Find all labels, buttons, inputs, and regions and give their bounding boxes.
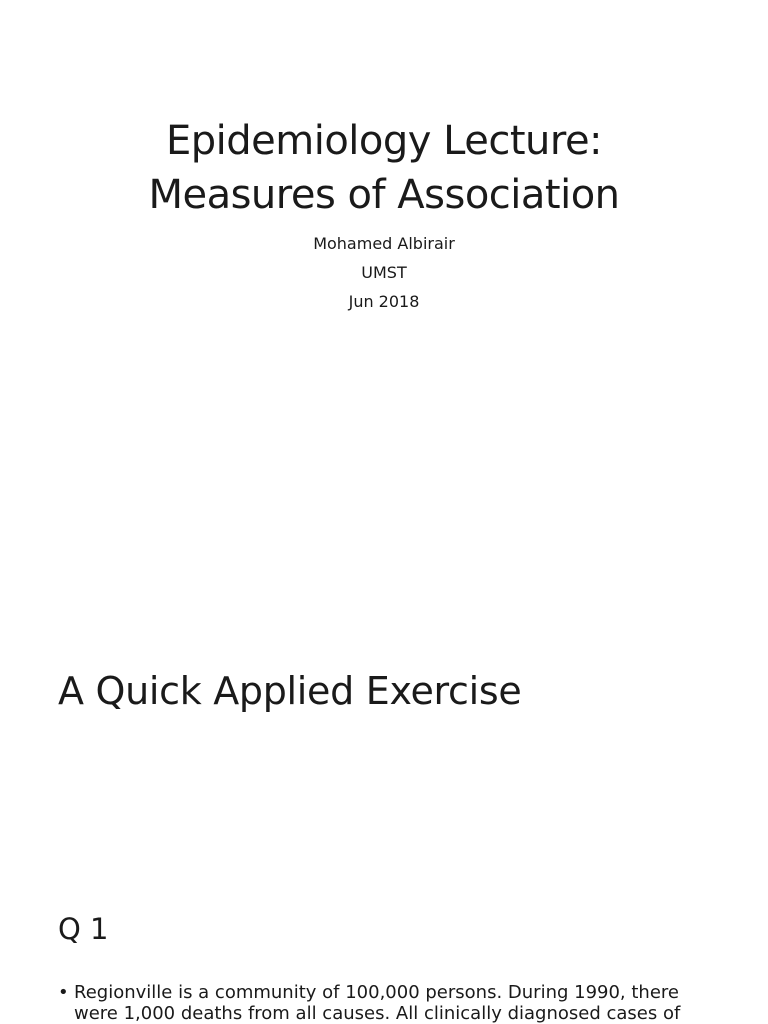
lecture-date: Jun 2018 (348, 292, 420, 311)
bullet-text-line-1: Regionville is a community of 100,000 persons. During 1990, there (74, 982, 679, 1003)
author-name: Mohamed Albirair (313, 234, 455, 253)
section-title: A Quick Applied Exercise (58, 669, 522, 713)
institution-name: UMST (361, 263, 407, 282)
question-title: Q 1 (58, 912, 109, 946)
bullet-item (58, 982, 718, 1024)
slide-title-line-1: Epidemiology Lecture: (165, 118, 603, 164)
slide-title (0, 114, 768, 222)
slide-title-line-2: Measures of Association (148, 172, 620, 218)
question-body (58, 982, 718, 1024)
bullet-text-line-2: were 1,000 deaths from all causes. All clinically diagnosed cases of (74, 1003, 681, 1024)
bullet-text (74, 982, 680, 1024)
bullet-icon: • (58, 982, 69, 1003)
slide-subtitle (0, 229, 768, 316)
